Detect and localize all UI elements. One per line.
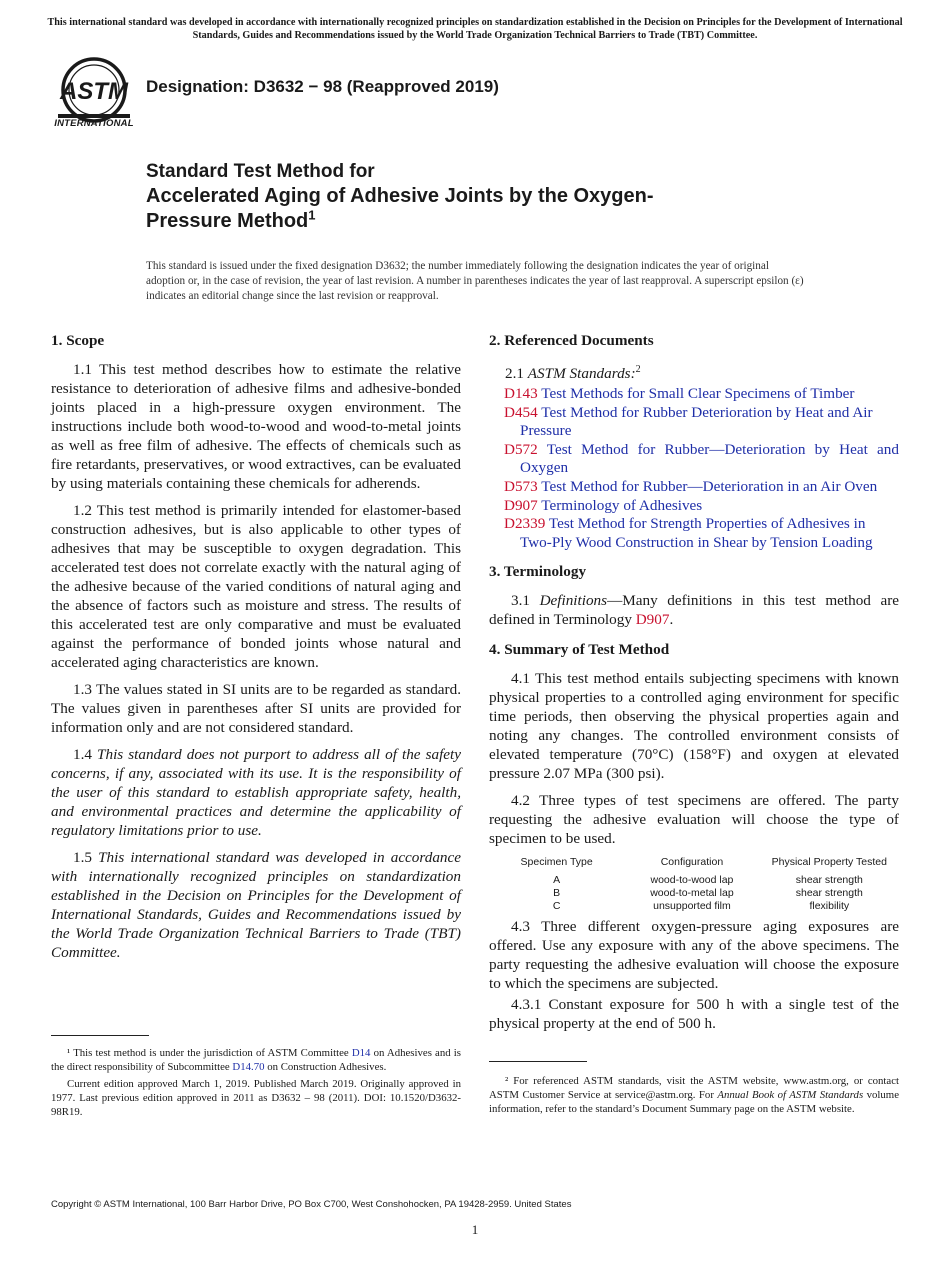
reference-title[interactable]: Terminology of Adhesives [541,496,703,514]
table-cell: A [553,874,561,887]
terminology-heading: 3. Terminology [489,563,587,581]
references-heading: 2. Referenced Documents [489,332,654,349]
footnote-2-text [489,1074,899,1116]
reference-code[interactable]: D2339 [504,515,546,533]
footnote-2-text-b: volume information, refer to the standard’s Document Summary page on the ASTM website. [489,1089,899,1115]
designation: Designation: D3632 − 98 (Reapproved 2019) [146,77,499,96]
table-row [489,887,899,900]
footnote-1-text-a: ¹ This test method is under the jurisdiction of ASTM Committee [67,1047,352,1059]
specimen-table-header-row [489,856,899,874]
page-number: 1 [471,1222,479,1237]
scope-1-4-text: This standard does not purport to address all of the safety concerns, if any, associated with its use. It is the responsibility of the user of this standard to establish appropriate safety, health, and environmental practices and determine the applicability of regulatory limitations prior to use. [51,746,462,839]
scope-1-4 [51,745,461,840]
summary-4-3: 4.3 Three different oxygen-pressure aging exposures are offered. Use any exposure with any of the above specimens. The party requesting the adhesive evaluation will choose the exposure to which the specimens are subjected. [489,918,899,993]
footnote-1-jurisdiction [51,1046,461,1074]
table-row [489,874,899,887]
reference-title[interactable]: Test Methods for Small Clear Specimens of Timber [541,385,855,403]
reference-item[interactable] [489,404,899,441]
terminology-3-1 [489,591,899,629]
reference-item[interactable] [489,515,899,552]
left-column [51,330,461,970]
document-title [146,160,786,234]
title-footnote-marker: 1 [308,207,316,223]
reference-item[interactable] [489,497,899,516]
scope-1-3: 1.3 The values stated in SI units are to be regarded as standard. The values given in parentheses after SI units are provided for information only and are not considered standard. [51,681,461,736]
table-cell: wood-to-wood lap [650,874,734,887]
reference-code[interactable]: D454 [504,403,538,421]
table-cell: B [553,887,561,900]
reference-item[interactable] [489,441,899,478]
right-column [489,330,899,1041]
astm-standards-number: 2.1 [505,365,524,383]
footnote-1 [51,1046,461,1122]
astm-standards-subheading [505,360,899,383]
link-d14-70[interactable]: D14.70 [232,1061,265,1073]
title-line-3-text: Pressure Method [146,210,309,232]
astm-standards-footnote-marker: 2 [635,364,641,375]
reference-item[interactable] [489,478,899,497]
terminology-period: . [669,611,674,629]
summary-4-3-1: 4.3.1 Constant exposure for 500 h with a single test of the physical property at the end of 500 h. [489,996,899,1033]
footnote-1-text-b: on Adhesives and is the direct responsibility of Subcommittee [51,1047,461,1073]
footnote-1-edition: Current edition approved March 1, 2019. Published March 2019. Originally approved in 1977. Last previous edition approved in 2011 as D3632 – 98 (2011). DOI: 10.1520/D3632-98R19. [51,1078,461,1118]
footnote-divider-right [489,1061,587,1062]
reference-code[interactable]: D572 [504,440,538,458]
scope-1-2: 1.2 This test method is primarily intended for elastomer-based construction adhesives, but is also applicable to other types of adhesives that may be susceptible to oxygen degradation. This accelerated test does not correlate exactly with the natural aging of the adhesive because of the varied conditions of natural aging and the absence of factors such as moisture and stress. The results of this accelerated test are only comparative and must be evaluated against the performance of bonded joints whose natural and accelerated aging characteristics are known. [51,502,461,671]
footnote-2 [489,1074,899,1119]
footnote-2-annual-book: Annual Book of ASTM Standards [717,1089,864,1101]
footnote-divider-left [51,1035,149,1036]
summary-heading: 4. Summary of Test Method [489,641,670,659]
astm-standards-label: ASTM Standards: [527,365,636,383]
footnote-1-text-c: on Construction Adhesives. [264,1061,387,1073]
scope-1-4-number: 1.4 [73,746,92,763]
logo-international-label: INTERNATIONAL [54,118,134,129]
table-cell: unsupported film [653,900,731,913]
reference-code[interactable]: D907 [504,496,538,514]
copyright-notice: Copyright © ASTM International, 100 Barr Harbor Drive, PO Box C700, West Conshohocken, PA 19428-2959. United States [51,1199,572,1210]
terminology-label: Definitions [539,592,608,610]
reference-code[interactable]: D143 [504,385,538,403]
logo-letters: ASTM [60,78,128,105]
link-d907[interactable]: D907 [635,611,670,629]
link-d14[interactable]: D14 [351,1047,371,1059]
reference-code[interactable]: D573 [504,478,538,496]
specimen-table [489,856,899,913]
title-line-2: Accelerated Aging of Adhesive Joints by the Oxygen- [146,185,654,207]
table-row [489,900,899,913]
scope-heading: 1. Scope [51,332,105,349]
scope-1-5-number: 1.5 [73,849,92,866]
issue-note: This standard is issued under the fixed designation D3632; the number immediately following the designation indicates the year of original adoption or, in the case of revision, the year of last revision. A number in parentheses indicates the year of last reapproval. A superscript epsilon (ε) indicates an editorial change since the last revision or reapproval. [146,260,804,302]
scope-1-5 [51,848,461,962]
header-configuration: Configuration [660,856,724,869]
reference-title[interactable]: Test Method for Rubber—Deterioration by Heat and Oxygen [520,440,899,477]
header-specimen-type: Specimen Type [520,856,593,869]
table-cell: C [552,900,561,913]
summary-4-2: 4.2 Three types of test specimens are offered. The party requesting the adhesive evaluation will choose the type of specimen to be used. [489,792,899,848]
table-cell: shear strength [795,874,863,887]
scope-1-1: 1.1 This test method describes how to estimate the relative resistance to deterioration of adhesive films and adhesive-bonded joints placed in a high-pressure oxygen environment. The instructions include both wood-to-wood and wood-to-metal joints as well as free film of adhesive. The effects of chemicals such as fire retardants, preservatives, or wood extractives, can be evaluated by using materials containing these chemicals for adherends. [51,361,461,492]
terminology-text: —Many definitions in this test method are defined in Terminology [489,592,900,629]
international-standard-notice: This international standard was developed in accordance with internationally recognized principles on standardization established in the Decision on Principles for the Development of International Standards, Guides and Recommendations issued by the World Trade Organization Technical Barriers to Trade (TBT) Committee. [47,17,903,41]
footnote-2-text-a: ² For referenced ASTM standards, visit the ASTM website, www.astm.org, or contact ASTM Customer Service at service@astm.org. For [489,1075,899,1101]
terminology-number: 3.1 [511,592,530,610]
header-physical-property: Physical Property Tested [771,856,887,869]
reference-title[interactable]: Test Method for Rubber—Deterioration in an Air Oven [541,478,878,496]
table-cell: flexibility [809,900,850,913]
reference-list [489,385,899,552]
reference-item[interactable] [489,385,899,404]
reference-title[interactable]: Test Method for Rubber Deterioration by Heat and Air Pressure [520,403,873,440]
scope-1-5-text: This international standard was developed in accordance with internationally recognized principles on standardization established in the Decision on Principles for the Development of International Standards, Guides and Recommendations issued by the World Trade Organization Technical Barriers to Trade (TBT) Committee. [51,849,462,961]
title-line-3 [146,209,786,234]
summary-4-1: 4.1 This test method entails subjecting specimens with known physical properties to a controlled aging environment for specific time periods, then observing the physical properties again and noting any changes. The controlled environment consists of elevated temperature (70°C) (158°F) and oxygen at elevated pressure 2.07 MPa (300 psi). [489,670,899,783]
table-cell: shear strength [795,887,863,900]
reference-title[interactable]: Test Method for Strength Properties of Adhesives in Two-Ply Wood Construction in Shear by Tension Loading [520,515,873,551]
table-cell: wood-to-metal lap [650,887,734,900]
title-line-1: Standard Test Method for [146,161,375,182]
